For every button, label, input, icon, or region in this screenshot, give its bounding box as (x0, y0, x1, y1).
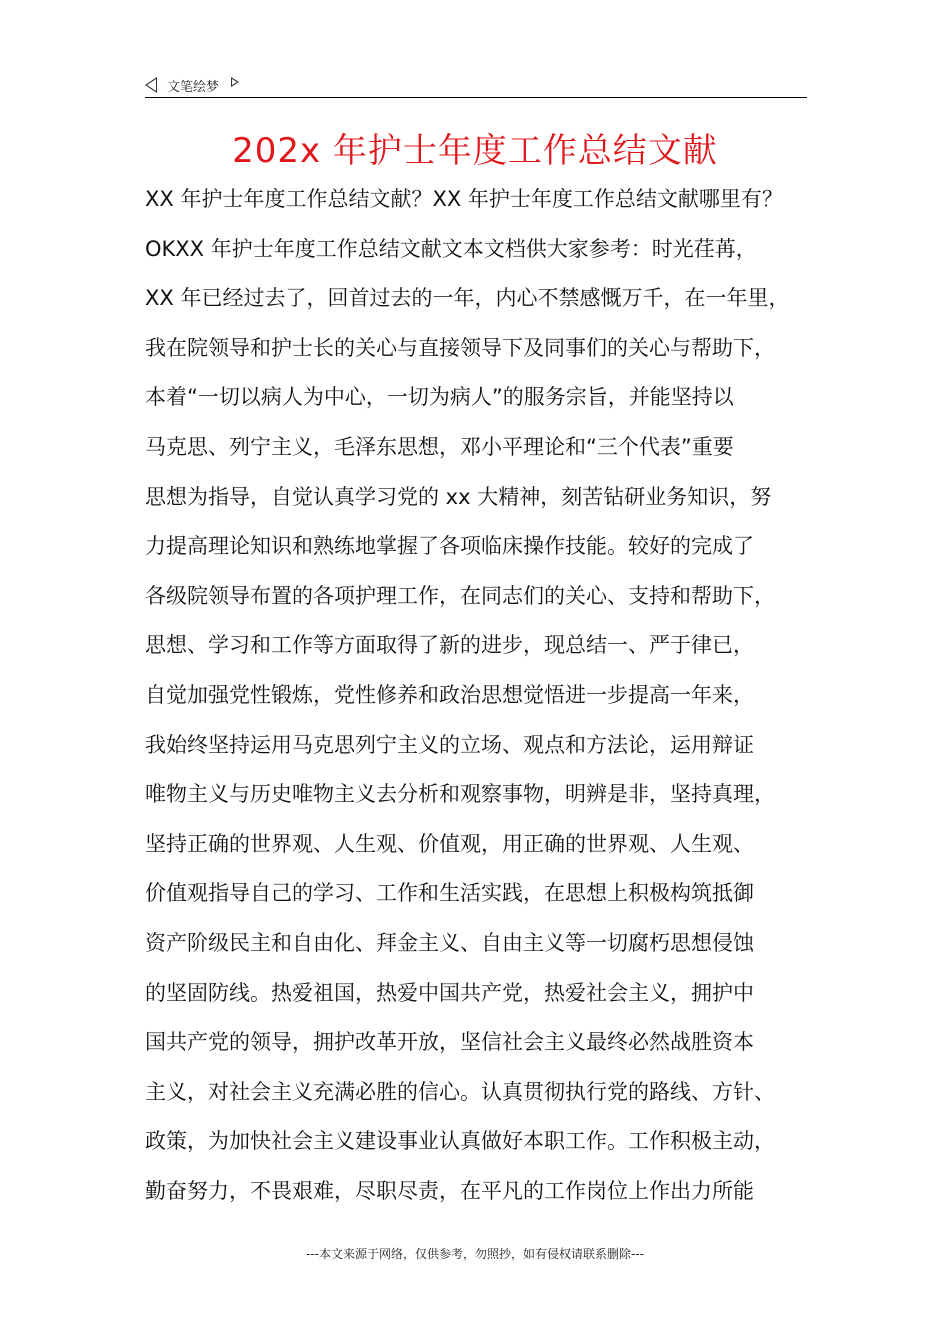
body-line: 政策，为加快社会主义建设事业认真做好本职工作。工作积极主动， (145, 1129, 775, 1154)
body-line: 各级院领导布置的各项护理工作，在同志们的关心、支持和帮助下， (145, 583, 775, 608)
body-line: 坚持正确的世界观、人生观、价值观，用正确的世界观、人生观、 (145, 831, 754, 856)
document-title: 202x 年护士年度工作总结文献 (232, 131, 718, 171)
page-footer: ---本文来源于网络，仅供参考，勿照抄，如有侵权请联系删除--- (306, 1247, 644, 1261)
body-line: 思想、学习和工作等方面取得了新的进步，现总结一、严于律已， (145, 633, 754, 658)
body-line: 本着“一切以病人为中心，一切为病人”的服务宗旨，并能坚持以 (145, 385, 734, 410)
body-line: 力提高理论知识和熟练地掌握了各项临床操作技能。较好的完成了 (145, 534, 754, 559)
body-line: 我在院领导和护士长的关心与直接领导下及同事们的关心与帮助下， (145, 335, 775, 360)
body-line: OKXX 年护士年度工作总结文献文本文档供大家参考：时光荏苒， (145, 236, 757, 261)
body-line: 的坚固防线。热爱祖国，热爱中国共产党，热爱社会主义，拥护中 (145, 980, 754, 1005)
body-line: 勤奋努力，不畏艰难，尽职尽责，在平凡的工作岗位上作出力所能 (145, 1178, 754, 1203)
page-header (145, 74, 239, 96)
body-line: 思想为指导，自觉认真学习党的 xx 大精神，刻苦钻研业务知识，努 (145, 484, 772, 509)
right-triangle-icon (231, 77, 239, 87)
document-body (145, 175, 817, 1216)
body-line: 价值观指导自己的学习、工作和生活实践，在思想上积极构筑抵御 (145, 881, 754, 906)
left-triangle-icon (145, 77, 157, 93)
header-label: 文笔绘梦 (167, 79, 220, 95)
body-line: 主义，对社会主义充满必胜的信心。认真贯彻执行党的路线、方针、 (145, 1079, 775, 1104)
body-line: 马克思、列宁主义，毛泽东思想，邓小平理论和“三个代表”重要 (145, 434, 734, 459)
body-line: 自觉加强党性锻炼，党性修养和政治思想觉悟进一步提高一年来， (145, 682, 754, 707)
body-line: XX 年已经过去了，回首过去的一年，内心不禁感慨万千，在一年里， (145, 286, 790, 311)
body-line: 国共产党的领导，拥护改革开放，坚信社会主义最终必然战胜资本 (145, 1030, 754, 1055)
body-line: 资产阶级民主和自由化、拜金主义、自由主义等一切腐朽思想侵蚀 (145, 930, 754, 955)
body-line: 唯物主义与历史唯物主义去分析和观察事物，明辨是非，坚持真理， (145, 782, 775, 807)
body-line: XX 年护士年度工作总结文献？XX 年护士年度工作总结文献哪里有？ (145, 187, 783, 211)
header-rule (145, 97, 807, 98)
body-line: 我始终坚持运用马克思列宁主义的立场、观点和方法论，运用辩证 (145, 732, 754, 757)
